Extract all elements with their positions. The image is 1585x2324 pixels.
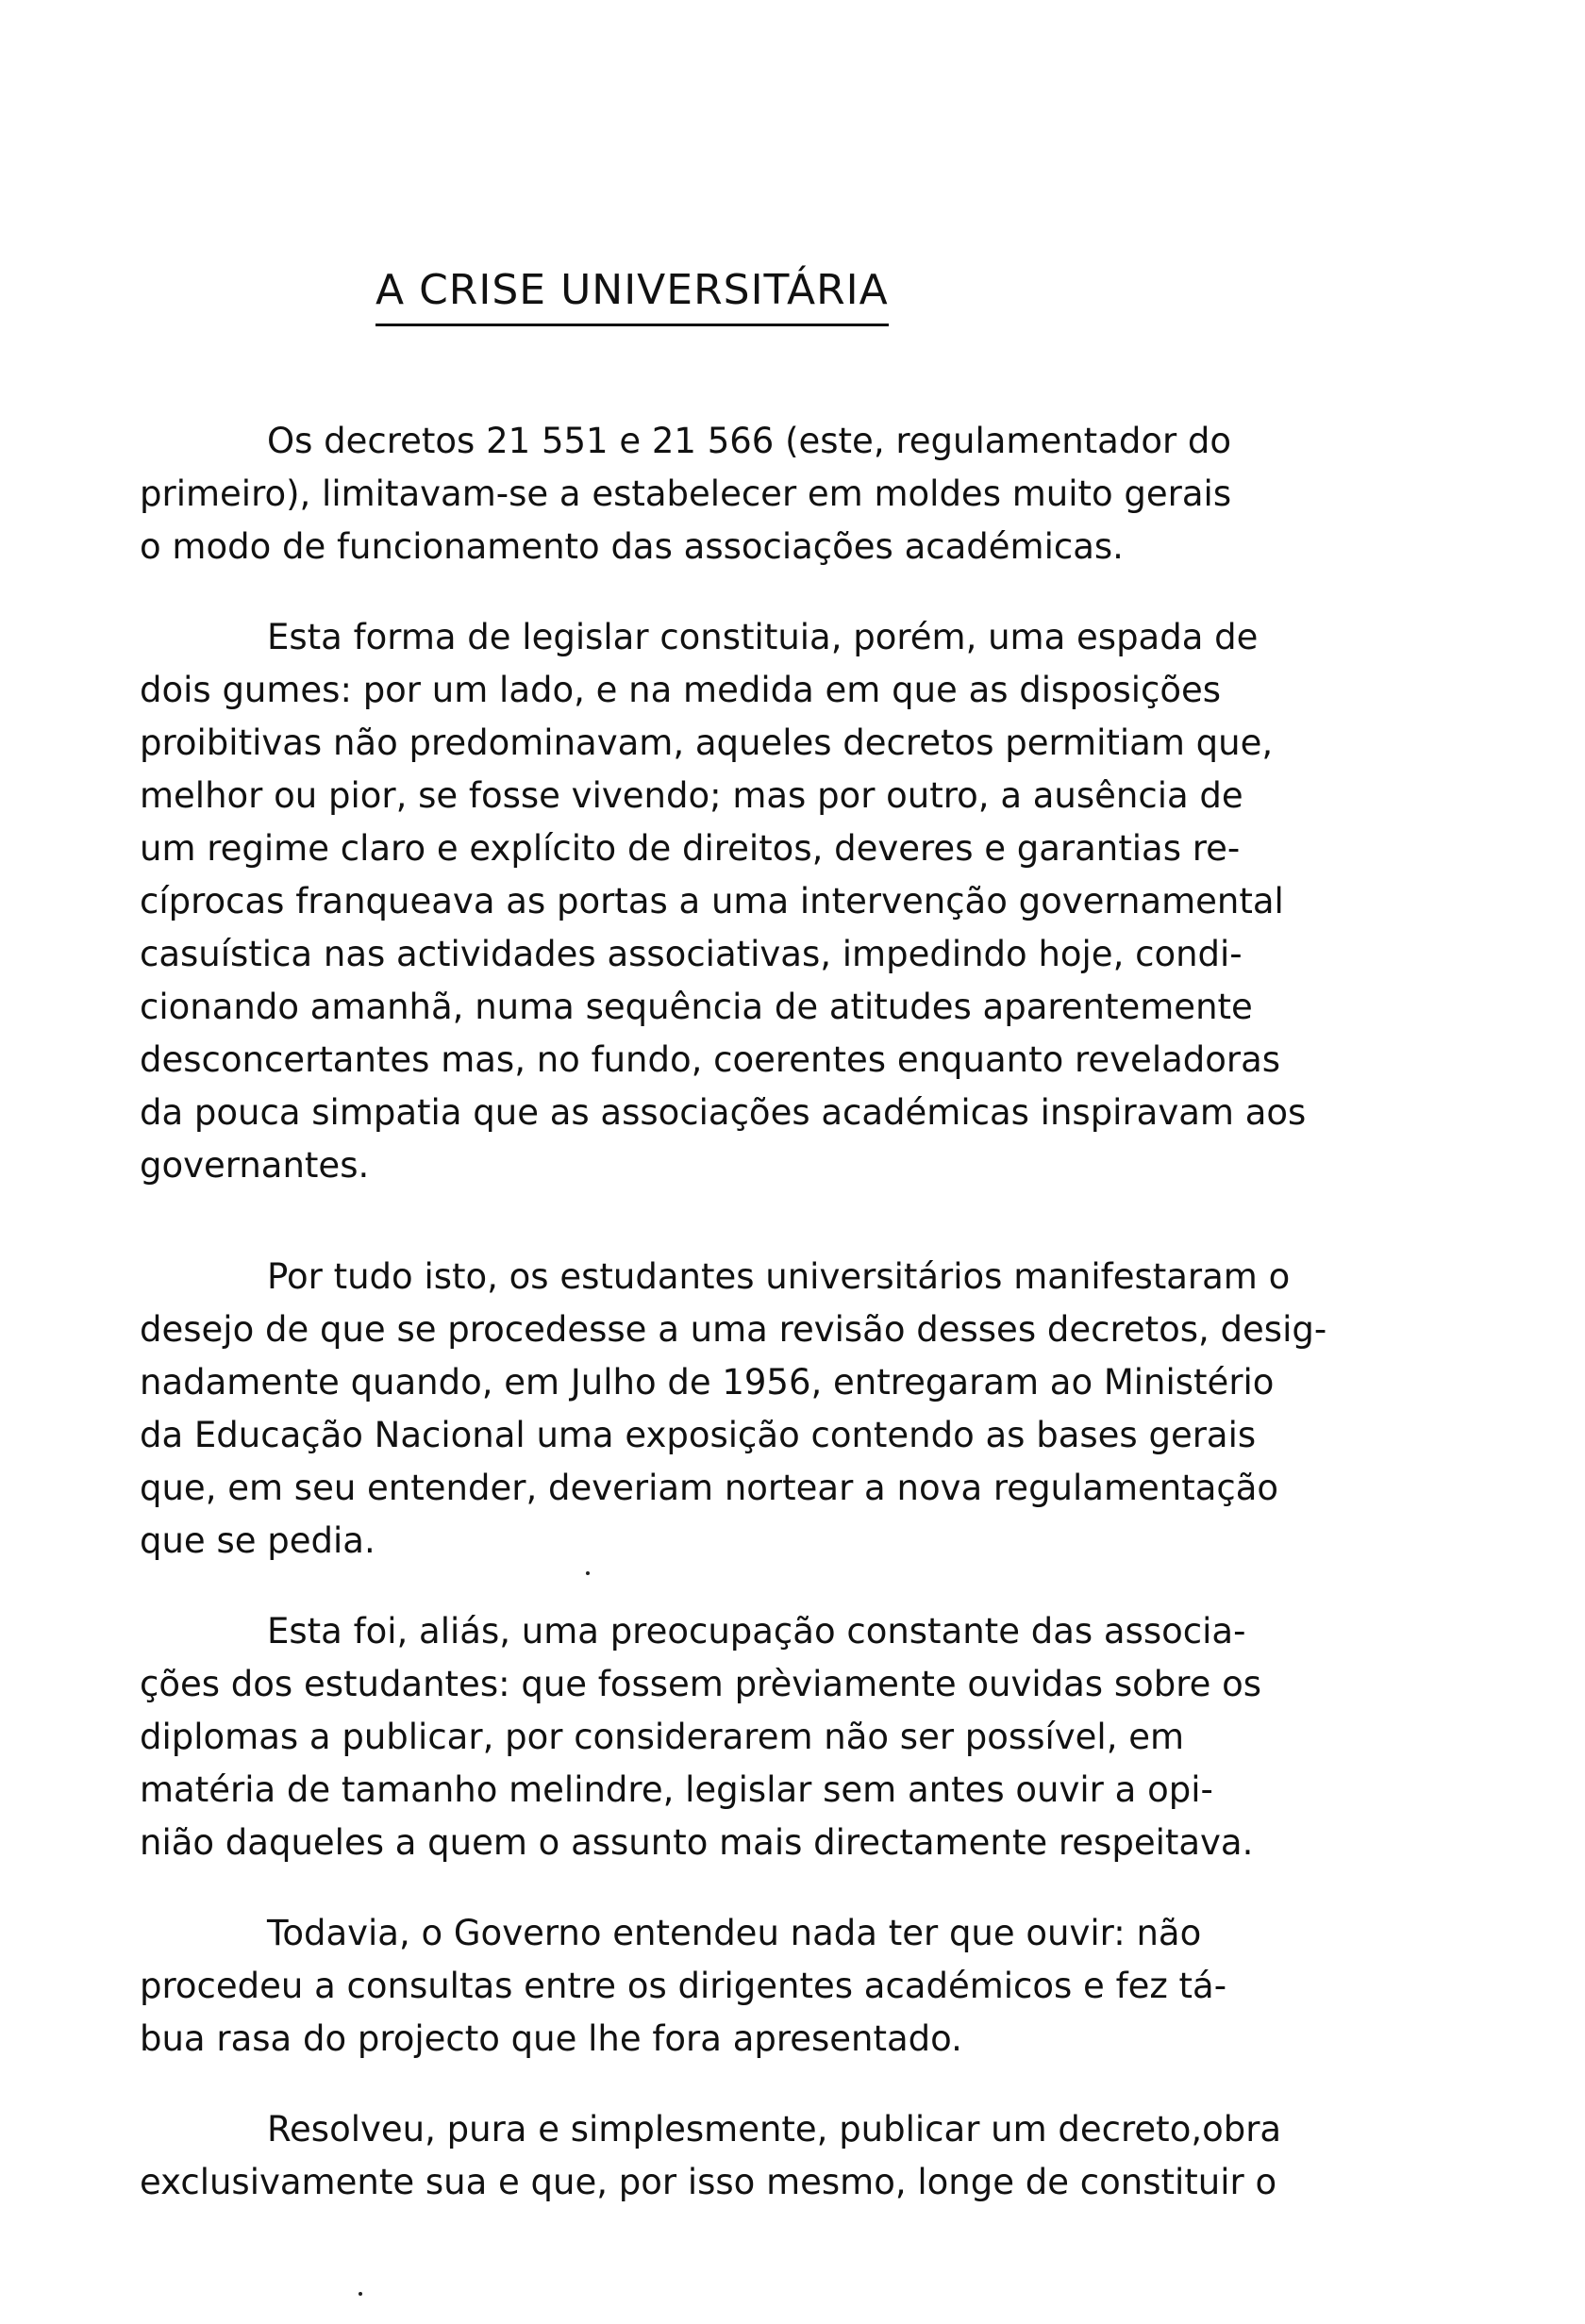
paragraph-line: Os decretos 21 551 e 21 566 (este, regulamentador do	[267, 421, 1232, 461]
paragraph-line: da pouca simpatia que as associações académicas inspiravam aos	[140, 1092, 1307, 1133]
paragraph-line: bua rasa do projecto que lhe fora apresentado.	[140, 2018, 962, 2059]
paragraph-line: governantes.	[140, 1145, 370, 1186]
paragraph-line: Por tudo isto, os estudantes universitários manifestaram o	[267, 1256, 1291, 1297]
paragraph-line: diplomas a publicar, por considerarem não ser possível, em	[140, 1717, 1185, 1757]
paragraph-line: matéria de tamanho melindre, legislar sem antes ouvir a opi-	[140, 1769, 1213, 1810]
paragraph-line: nião daqueles a quem o assunto mais directamente respeitava.	[140, 1822, 1254, 1863]
scan-speck	[359, 2292, 362, 2296]
paragraph-line: nadamente quando, em Julho de 1956, entregaram ao Ministério	[140, 1362, 1275, 1403]
paragraph-line: um regime claro e explícito de direitos, deveres e garantias re-	[140, 828, 1241, 869]
scan-speck	[586, 1571, 590, 1575]
paragraph-line: dois gumes: por um lado, e na medida em que as disposições	[140, 670, 1222, 710]
paragraph-line: proibitivas não predominavam, aqueles decretos permitiam que,	[140, 722, 1274, 763]
paragraph-line: ções dos estudantes: que fossem prèviamente ouvidas sobre os	[140, 1664, 1262, 1704]
paragraph-line: casuística nas actividades associativas, impedindo hoje, condi-	[140, 934, 1243, 974]
paragraph-line: Resolveu, pura e simplesmente, publicar um decreto,obra	[267, 2109, 1282, 2150]
paragraph-line: desconcertantes mas, no fundo, coerentes enquanto reveladoras	[140, 1039, 1281, 1080]
paragraph-line: o modo de funcionamento das associações académicas.	[140, 526, 1124, 567]
paragraph-line: da Educação Nacional uma exposição contendo as bases gerais	[140, 1415, 1257, 1455]
paragraph-line: primeiro), limitavam-se a estabelecer em moldes muito gerais	[140, 473, 1232, 514]
paragraph-line: Esta foi, aliás, uma preocupação constante das associa-	[267, 1611, 1246, 1652]
paragraph-line: que, em seu entender, deveriam nortear a nova regulamentação	[140, 1468, 1279, 1508]
paragraph-line: melhor ou pior, se fosse vivendo; mas por outro, a ausência de	[140, 775, 1243, 816]
paragraph-line: procedeu a consultas entre os dirigentes académicos e fez tá-	[140, 1966, 1227, 2006]
paragraph-line: desejo de que se procedesse a uma revisão desses decretos, desig-	[140, 1309, 1327, 1350]
paragraph-line: cionando amanhã, numa sequência de atitudes aparentemente	[140, 987, 1253, 1027]
paragraph-line: cíprocas franqueava as portas a uma intervenção governamental	[140, 881, 1284, 921]
page-title: A CRISE UNIVERSITÁRIA	[375, 266, 889, 326]
paragraph-line: que se pedia.	[140, 1520, 375, 1561]
paragraph-line: Todavia, o Governo entendeu nada ter que ouvir: não	[267, 1913, 1202, 1953]
paragraph-line: exclusivamente sua e que, por isso mesmo, longe de constituir o	[140, 2162, 1277, 2202]
paragraph-line: Esta forma de legislar constituia, porém, uma espada de	[267, 617, 1259, 657]
